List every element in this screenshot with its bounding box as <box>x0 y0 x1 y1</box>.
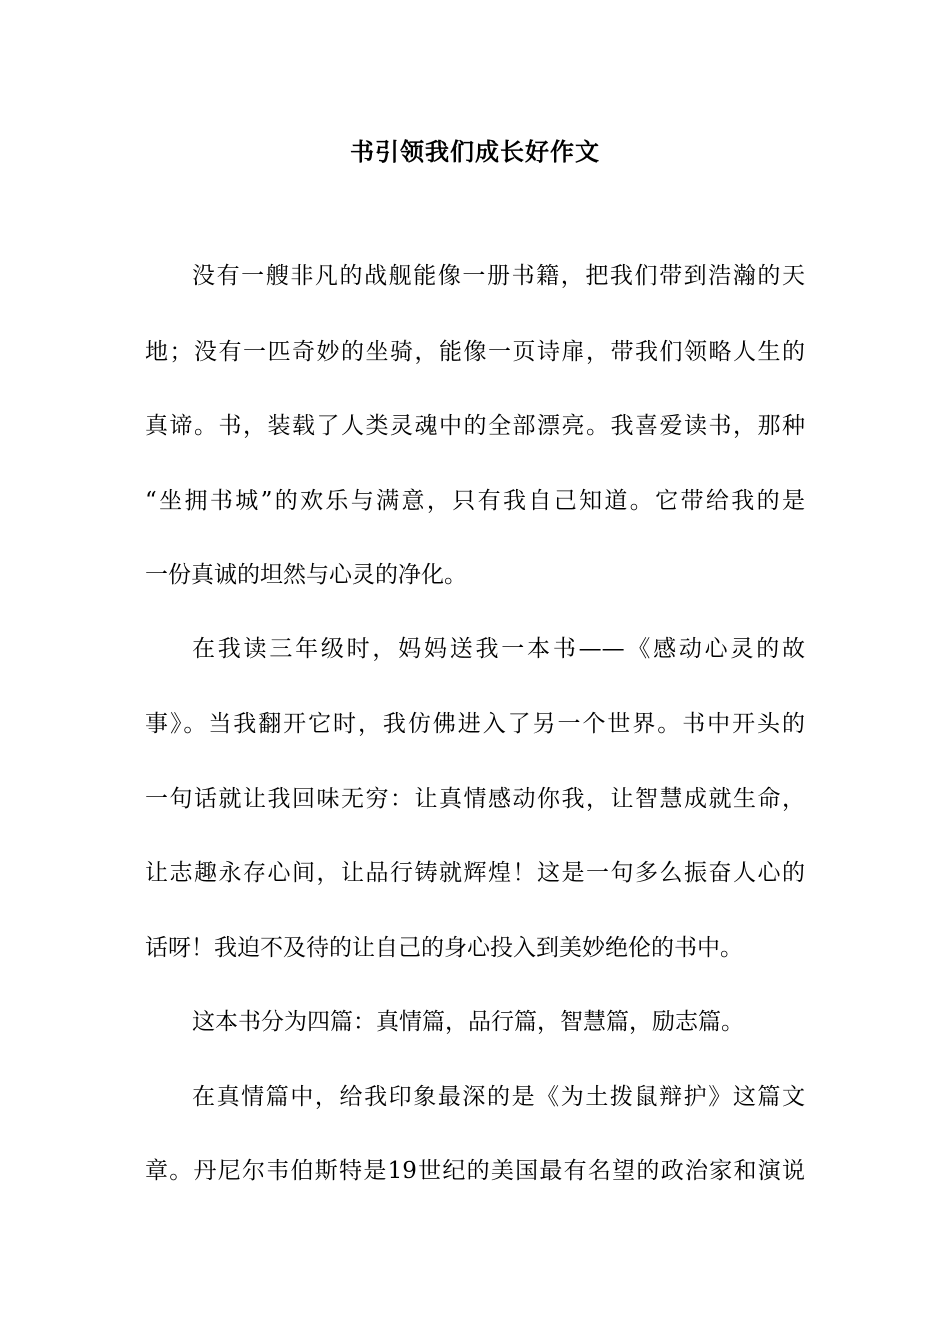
text-line: 章。丹尼尔韦伯斯特是19世纪的美国最有名望的政治家和演说 <box>145 1158 805 1184</box>
text-line: 在真情篇中，给我印象最深的是《为土拨鼠辩护》这篇文 <box>192 1084 805 1110</box>
text-line: 让志趣永存心间，让品行铸就辉煌！这是一句多么振奋人心的 <box>145 860 805 886</box>
text-line: 在我读三年级时，妈妈送我一本书——《感动心灵的故 <box>192 636 805 662</box>
text-line: 一份真诚的坦然与心灵的净化。 <box>145 562 467 588</box>
document-title: 书引领我们成长好作文 <box>350 137 600 166</box>
text-line: 地；没有一匹奇妙的坐骑，能像一页诗扉，带我们领略人生的 <box>145 339 805 365</box>
text-line: 事》。当我翻开它时，我仿佛进入了另一个世界。书中开头的 <box>145 711 805 737</box>
text-line: 话呀！我迫不及待的让自己的身心投入到美妙绝伦的书中。 <box>145 935 743 961</box>
text-line: “坐拥书城”的欢乐与满意，只有我自己知道。它带给我的是 <box>145 488 805 514</box>
text-line: 真谛。书，装载了人类灵魂中的全部漂亮。我喜爱读书，那种 <box>145 413 805 439</box>
text-line: 一句话就让我回味无穷：让真情感动你我，让智慧成就生命， <box>145 786 805 812</box>
text-line: 这本书分为四篇：真情篇，品行篇，智慧篇，励志篇。 <box>192 1009 744 1035</box>
text-line: 没有一艘非凡的战舰能像一册书籍，把我们带到浩瀚的天 <box>192 263 805 289</box>
